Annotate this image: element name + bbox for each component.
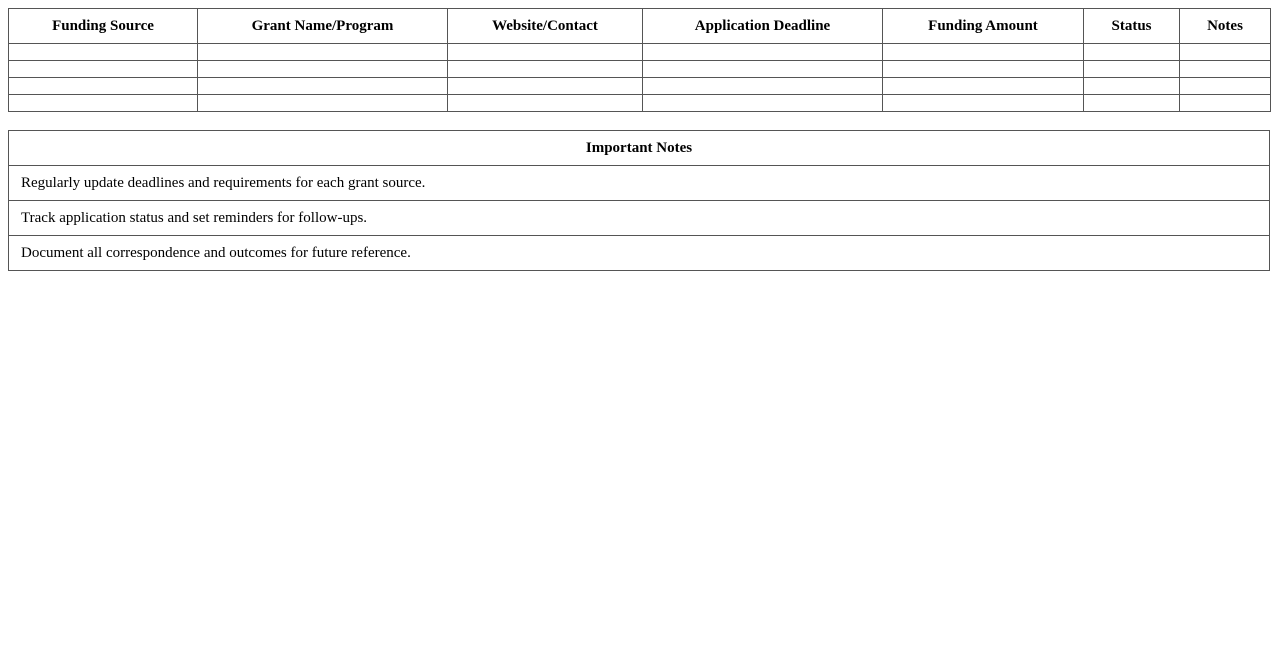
column-header-funding-amount: Funding Amount	[883, 9, 1084, 44]
important-notes-table	[8, 130, 1270, 271]
column-header-status: Status	[1084, 9, 1180, 44]
table-cell[interactable]	[1180, 78, 1271, 95]
table-row	[9, 95, 1271, 112]
table-cell[interactable]	[198, 44, 448, 61]
table-cell[interactable]	[9, 78, 198, 95]
table-header-row	[9, 9, 1271, 44]
table-cell[interactable]	[198, 78, 448, 95]
column-header-application-deadline: Application Deadline	[643, 9, 883, 44]
table-cell[interactable]	[448, 61, 643, 78]
table-cell[interactable]	[198, 95, 448, 112]
table-cell[interactable]	[1180, 95, 1271, 112]
table-cell[interactable]	[883, 61, 1084, 78]
table-cell[interactable]	[198, 61, 448, 78]
table-cell[interactable]	[883, 95, 1084, 112]
table-row	[9, 78, 1271, 95]
notes-title: Important Notes	[9, 131, 1270, 166]
table-cell[interactable]	[643, 78, 883, 95]
table-cell[interactable]	[643, 95, 883, 112]
note-text: Regularly update deadlines and requirements for each grant source.	[9, 166, 1270, 201]
column-header-notes: Notes	[1180, 9, 1271, 44]
note-text: Document all correspondence and outcomes for future reference.	[9, 236, 1270, 271]
table-cell[interactable]	[9, 61, 198, 78]
column-header-website-contact: Website/Contact	[448, 9, 643, 44]
table-cell[interactable]	[1084, 61, 1180, 78]
note-text: Track application status and set reminders for follow-ups.	[9, 201, 1270, 236]
table-cell[interactable]	[1084, 95, 1180, 112]
table-cell[interactable]	[1084, 78, 1180, 95]
table-cell[interactable]	[448, 44, 643, 61]
table-cell[interactable]	[1084, 44, 1180, 61]
table-cell[interactable]	[643, 61, 883, 78]
table-cell[interactable]	[883, 78, 1084, 95]
table-cell[interactable]	[1180, 61, 1271, 78]
table-cell[interactable]	[448, 95, 643, 112]
table-cell[interactable]	[1180, 44, 1271, 61]
column-header-grant-name-program: Grant Name/Program	[198, 9, 448, 44]
table-cell[interactable]	[9, 44, 198, 61]
table-row	[9, 61, 1271, 78]
grant-tracking-table	[8, 8, 1271, 112]
table-cell[interactable]	[643, 44, 883, 61]
table-row	[9, 44, 1271, 61]
table-cell[interactable]	[448, 78, 643, 95]
column-header-funding-source: Funding Source	[9, 9, 198, 44]
list-item	[9, 236, 1270, 271]
list-item	[9, 201, 1270, 236]
table-cell[interactable]	[9, 95, 198, 112]
list-item	[9, 166, 1270, 201]
notes-header-row	[9, 131, 1270, 166]
table-cell[interactable]	[883, 44, 1084, 61]
